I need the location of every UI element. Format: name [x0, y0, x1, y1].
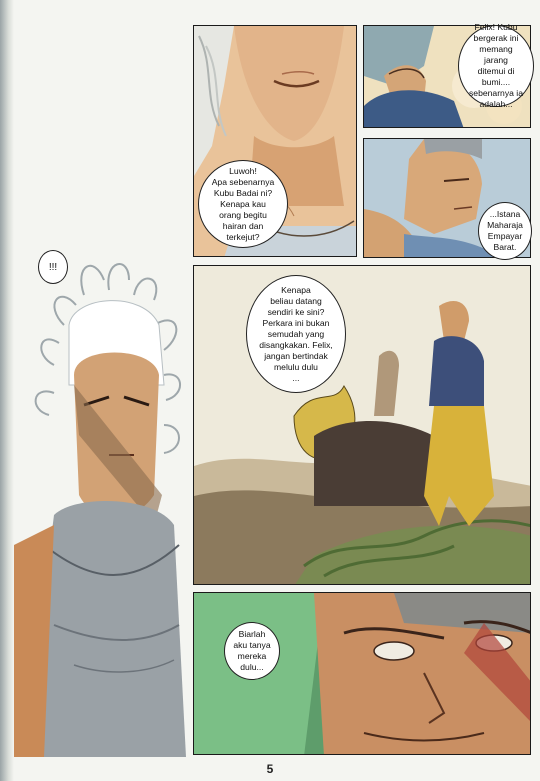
page-number: 5	[266, 762, 274, 776]
white-haired-warrior-art	[14, 25, 186, 757]
speech-bubble-kenapa: Kenapa beliau datang sendiri ke sini? Perkara ini bukan semudah yang disangkakan. Felix, jangan bertindak melulu dulu ...	[246, 275, 346, 393]
page-spine-shadow	[0, 0, 14, 781]
panel-wide-landscape	[193, 265, 531, 585]
speech-bubble-luwoh: Luwoh! Apa sebenarnya Kubu Badai ni? Kenapa kau orang begitu hairan dan terkejut?	[198, 160, 288, 248]
speech-bubble-istana: ...Istana Maharaja Empayar Barat.	[478, 202, 532, 260]
wide-landscape-art	[194, 266, 531, 585]
speech-bubble-biarlah: Biarlah aku tanya mereka dulu...	[224, 622, 280, 680]
speech-bubble-exclaim: !!!	[38, 250, 68, 284]
speech-bubble-felix-kubu: Felix! Kubu bergerak ini memang jarang ditemui di bumi.... sebenarnya ia adalah...	[458, 25, 534, 107]
panel-white-haired-warrior	[14, 25, 186, 757]
